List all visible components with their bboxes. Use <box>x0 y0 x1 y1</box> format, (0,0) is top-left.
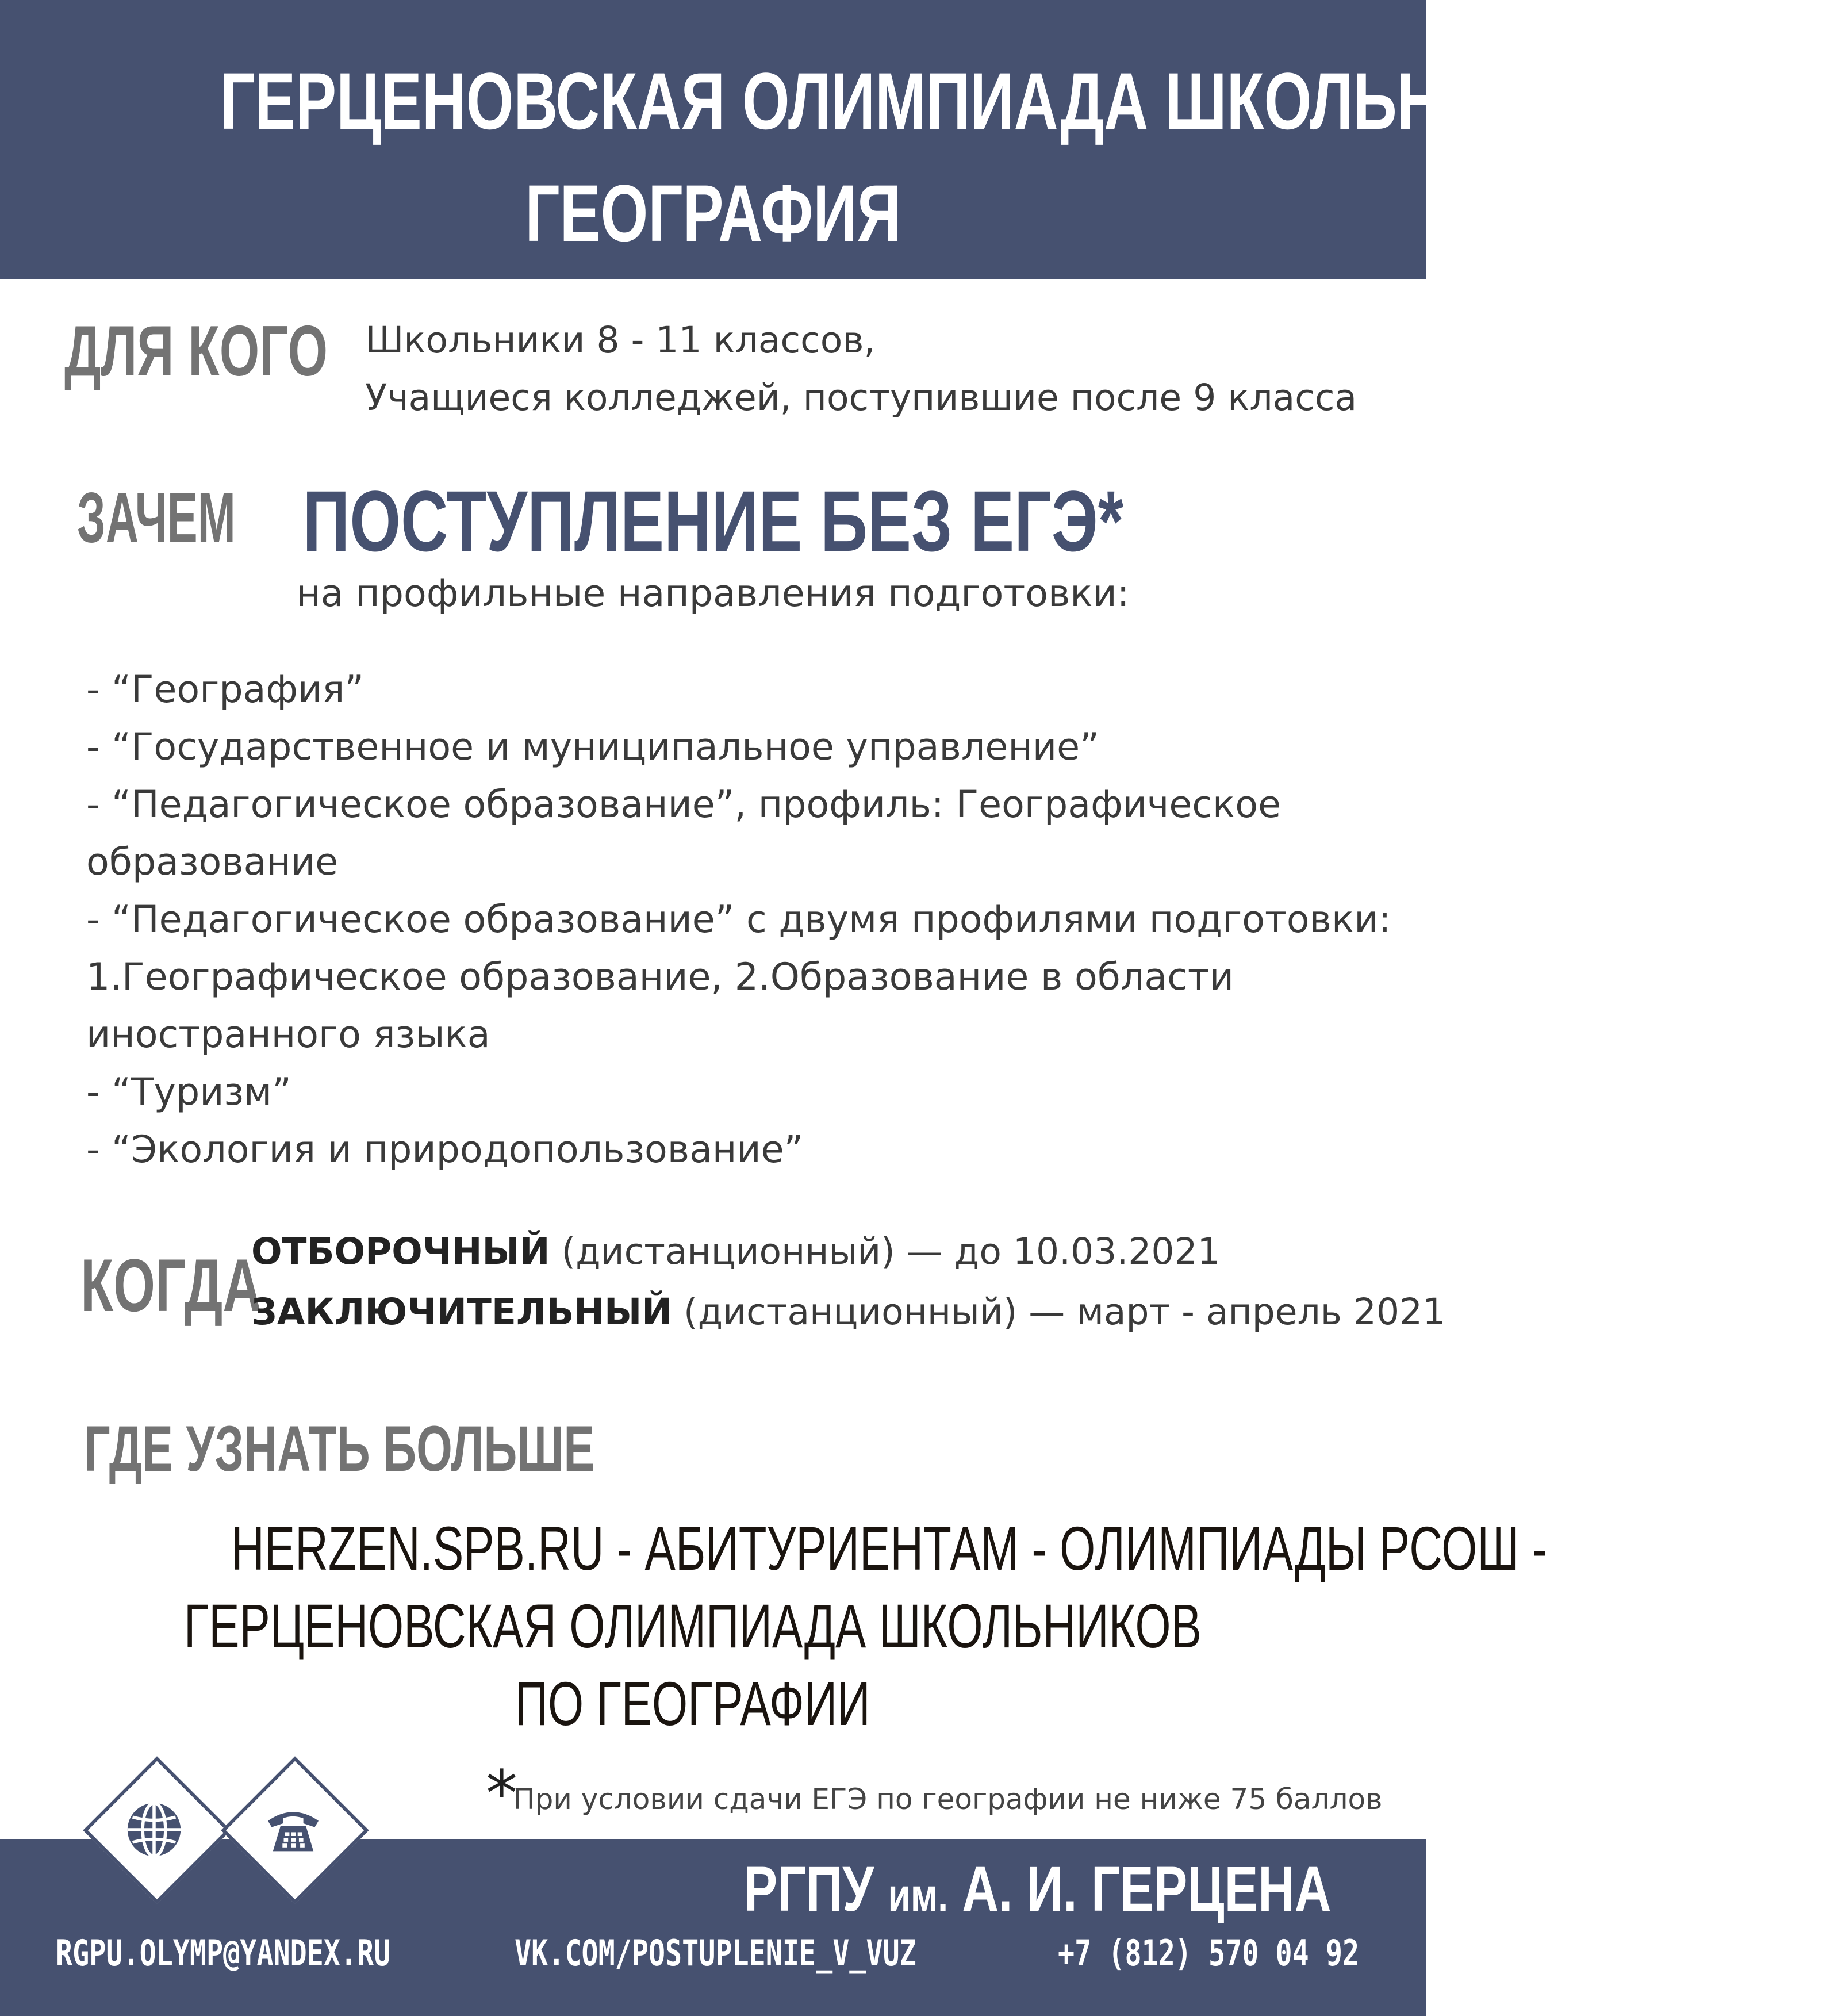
org-mid: им. <box>888 1869 948 1921</box>
subheadline: на профильные направления подготовки: <box>296 572 1130 615</box>
org-prefix: РГПУ <box>743 1854 888 1925</box>
whom-line-1: Школьники 8 - 11 классов, <box>365 319 876 361</box>
info-path-text-2: ГЕРЦЕНОВСКАЯ ОЛИМПИАДА ШКОЛЬНИКОВ <box>184 1591 1202 1661</box>
stage-qualifying <box>251 1231 1221 1273</box>
header-title-text-2: ГЕОГРАФИЯ <box>525 168 901 258</box>
info-path-line-3 <box>0 1668 1386 1739</box>
section-label-more: ГДЕ УЗНАТЬ БОЛЬШЕ <box>84 1413 595 1485</box>
list-item: - “Туризм” <box>86 1071 291 1114</box>
header-title-line2 <box>0 167 1426 260</box>
list-item: - “Экология и природопользование” <box>86 1128 804 1171</box>
stage-final-name: ЗАКЛЮЧИТЕЛЬНЫЙ <box>251 1291 673 1333</box>
list-item: - “География” <box>86 668 365 711</box>
program-list <box>86 661 1391 1179</box>
organization-name <box>743 1853 1331 1926</box>
header-title-line1 <box>0 55 1614 148</box>
stage-final <box>251 1291 1445 1333</box>
info-path-text-3: ПО ГЕОГРАФИИ <box>515 1669 871 1738</box>
headline-text: ПОСТУПЛЕНИЕ БЕЗ ЕГЭ* <box>302 473 1123 569</box>
list-item: иностранного языка <box>86 1013 490 1056</box>
headline <box>0 472 1426 571</box>
contact-phone[interactable]: +7 (812) 570 04 92 <box>1058 1932 1360 1974</box>
org-suffix: А. И. ГЕРЦЕНА <box>947 1854 1331 1925</box>
list-item: - “Педагогическое образование”, профиль: Географическое <box>86 783 1282 826</box>
phone-icon[interactable] <box>262 1798 325 1861</box>
list-item: - “Педагогическое образование” с двумя профилями подготовки: <box>86 898 1391 941</box>
header-title-text-1: ГЕРЦЕНОВСКАЯ ОЛИМПИАДА ШКОЛЬНИКОВ <box>220 56 1614 146</box>
list-item: - “Государственное и муниципальное управление” <box>86 726 1099 769</box>
section-label-whom: ДЛЯ КОГО <box>64 312 328 391</box>
stage-qualifying-name: ОТБОРОЧНЫЙ <box>251 1231 550 1273</box>
whom-line-2: Учащиеся колледжей, поступившие после 9 класса <box>365 377 1357 419</box>
stage-qualifying-detail: (дистанционный) — до 10.03.2021 <box>550 1231 1221 1273</box>
info-path-line-1 <box>0 1512 1548 1584</box>
stage-final-detail: (дистанционный) — март - апрель 2021 <box>672 1291 1446 1333</box>
list-item: 1.Географическое образование, 2.Образование в области <box>86 956 1234 999</box>
footnote-text: При условии сдачи ЕГЭ по географии не ниже 75 баллов <box>513 1783 1383 1816</box>
section-label-when: КОГДА <box>80 1243 262 1327</box>
info-path-line-2 <box>0 1590 1386 1662</box>
contact-email[interactable]: RGPU.OLYMP@YANDEX.RU <box>56 1932 391 1974</box>
info-path-text-1: HERZEN.SPB.RU - АБИТУРИЕНТАМ - ОЛИМПИАДЫ РСОШ - <box>231 1513 1548 1583</box>
list-item: образование <box>86 841 339 884</box>
contact-vk-link[interactable]: VK.COM/POSTUPLENIE_V_VUZ <box>515 1932 916 1974</box>
globe-icon[interactable] <box>122 1798 186 1861</box>
footnote-asterisk: * <box>486 1757 517 1830</box>
section-label-why: ЗАЧЕМ <box>77 478 236 558</box>
